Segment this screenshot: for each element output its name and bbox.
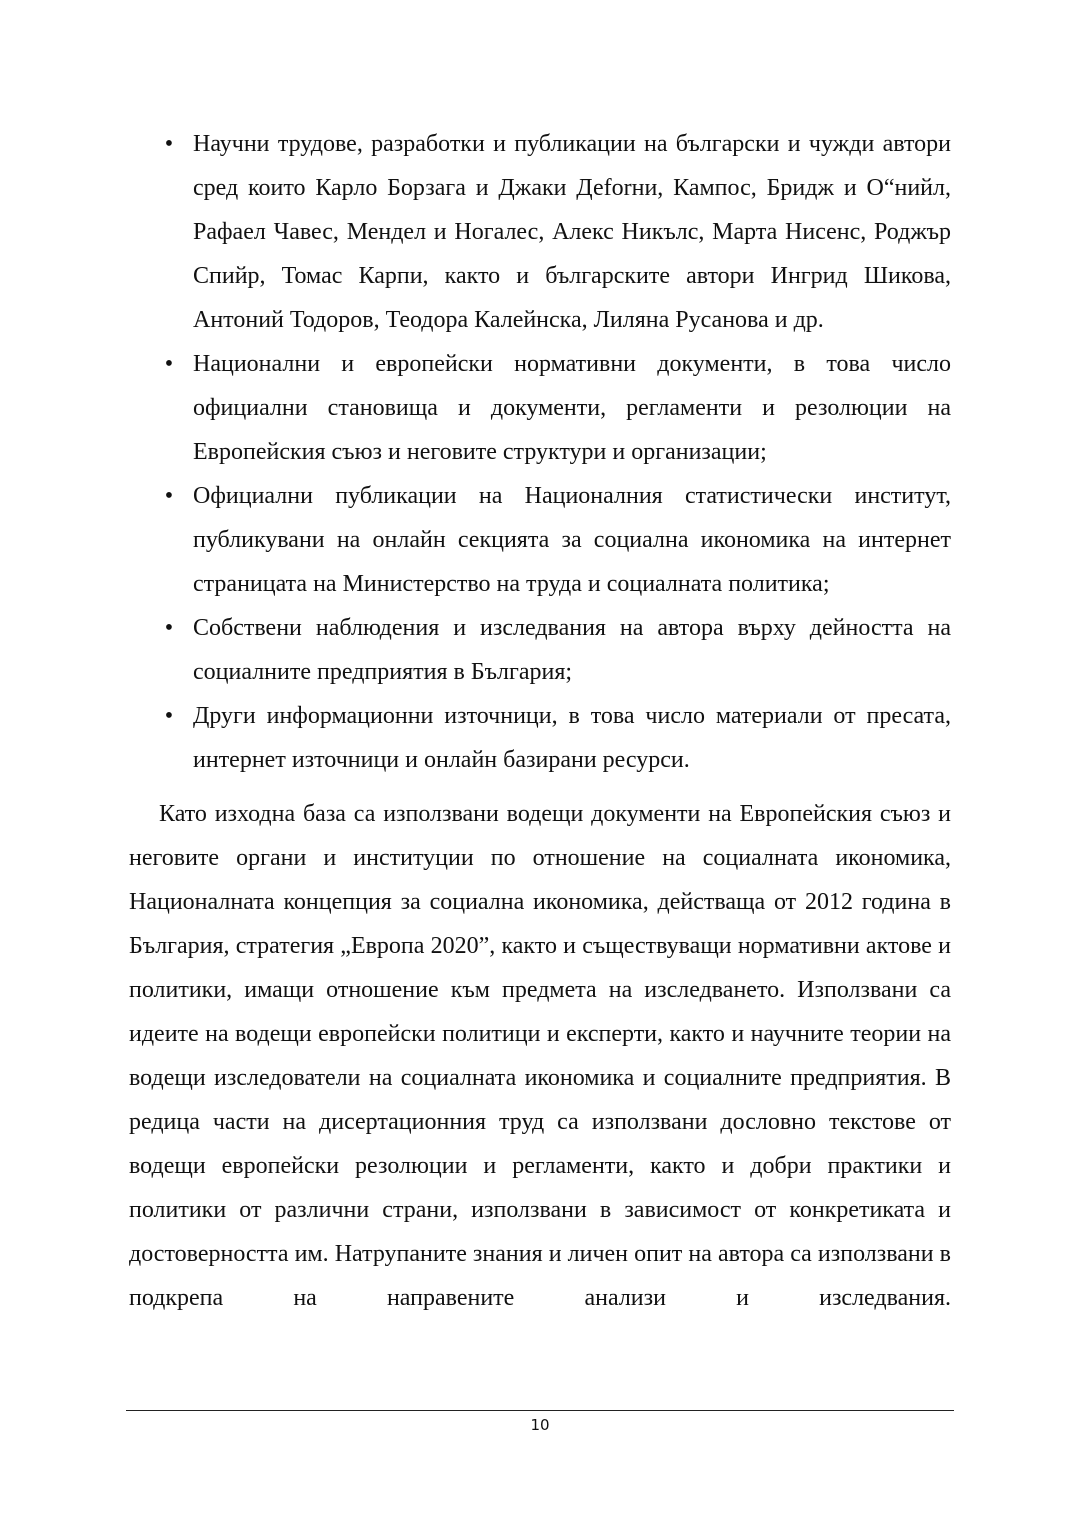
list-item xyxy=(129,694,951,782)
list-item xyxy=(129,606,951,694)
bullet-icon: • xyxy=(164,703,174,729)
list-item-text: Официални публикации на Националния статистически институт, публикувани на онлайн секцията за социална икономика на интернет страницата на Министерство на труда и социалната политика; xyxy=(193,483,951,597)
list-item-text: Други информационни източници, в това число материали от пресата, интернет източници и онлайн базирани ресурси. xyxy=(193,703,951,773)
page-body xyxy=(129,122,951,1320)
bullet-icon: • xyxy=(164,351,174,377)
page-number: 10 xyxy=(530,1416,550,1434)
footer-divider xyxy=(126,1410,954,1411)
list-item xyxy=(129,342,951,474)
list-item-text: Собствени наблюдения и изследвания на автора върху дейността на социалните предприятия в България; xyxy=(193,615,951,685)
body-paragraph: Като изходна база са използвани водещи документи на Европейския съюз и неговите органи и институции по отношение на социалната икономика, Националната концепция за социална икономика, действаща от 2012 година в България, стратегия „Европа 2020”, както и съществуващи нормативни актове и политики, имащи отношение към предмета на изследването. Използвани са идеите на водещи европейски политици и експерти, както и научните теории на водещи изследователи на социалната икономика и социалните предприятия. В редица части на дисертационния труд са използвани дословно текстове от водещи европейски резолюции и регламенти, както и добри практики и политики от различни страни, използвани в зависимост от конкретиката и достоверността им. Натрупаните знания и личен опит на автора са използвани в подкрепа на направените анализи и изследвания. xyxy=(129,801,951,1311)
list-item xyxy=(129,122,951,342)
bullet-icon: • xyxy=(164,131,174,157)
list-item-text: Научни трудове, разработки и публикации на български и чужди автори сред които Карло Борзага и Джаки Деforни, Кампос, Бридж и О“нийл, Рафаел Чавес, Мендел и Ногалес, Алекс Никълс, Марта Нисенс, Роджър Спийр, Томас Карпи, както и българските автори Ингрид Шикова, Антоний Тодоров, Теодора Калейнска, Лиляна Русанова и др. xyxy=(193,131,951,333)
list-item xyxy=(129,474,951,606)
bullet-icon: • xyxy=(164,483,174,509)
sources-list xyxy=(129,122,951,782)
bullet-icon: • xyxy=(164,615,174,641)
list-item-text: Национални и европейски нормативни документи, в това число официални становища и документи, регламенти и резолюции на Европейския съюз и неговите структури и организации; xyxy=(193,351,951,465)
